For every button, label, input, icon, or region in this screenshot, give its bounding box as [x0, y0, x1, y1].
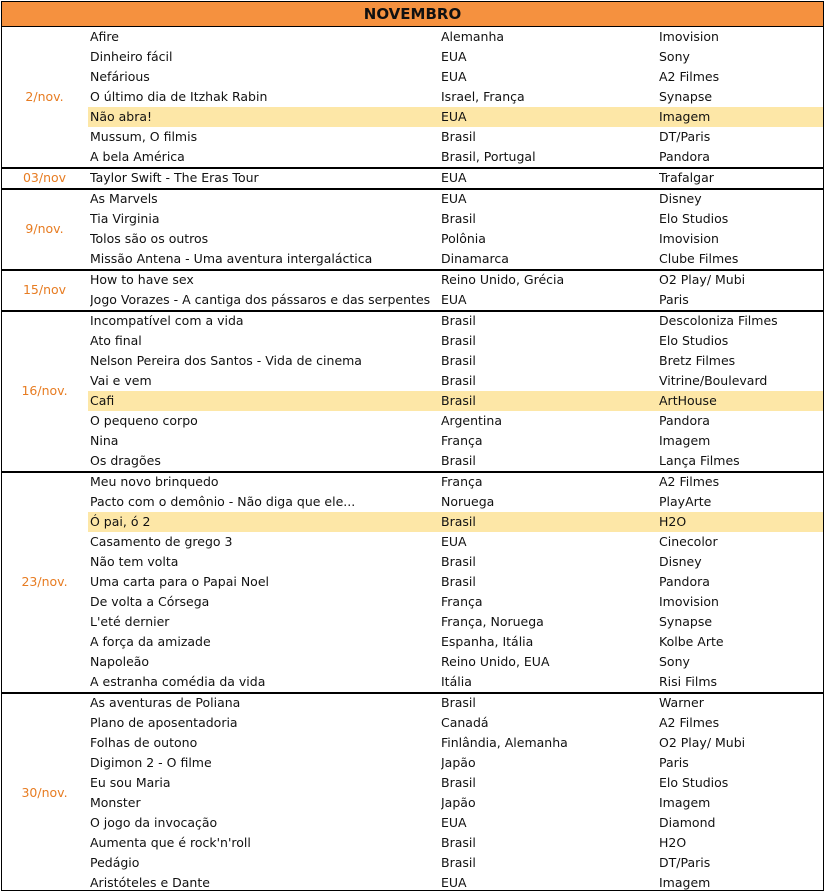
release-date: 16/nov.: [21, 383, 68, 398]
movie-title: Não abra!: [90, 109, 153, 124]
table-row: [88, 67, 824, 87]
movie-distributor: A2 Filmes: [659, 474, 720, 489]
movie-distributor: Synapse: [659, 614, 713, 629]
table-row: [88, 431, 824, 451]
group-separator: [1, 188, 824, 190]
group-separator: [1, 471, 824, 473]
movie-country: Brasil: [441, 855, 476, 870]
movie-title: Taylor Swift - The Eras Tour: [90, 170, 259, 185]
movie-title: Nina: [90, 433, 119, 448]
movie-country: Espanha, Itália: [441, 634, 534, 649]
movie-country: Brasil: [441, 775, 476, 790]
movie-distributor: Kolbe Arte: [659, 634, 724, 649]
table-row: [88, 833, 824, 853]
movie-country: Brasil: [441, 453, 476, 468]
movie-country: Brasil: [441, 353, 476, 368]
group-separator: [1, 310, 824, 312]
release-group: [1, 311, 824, 471]
movie-country: Brasil: [441, 333, 476, 348]
movie-distributor: DT/Paris: [659, 855, 711, 870]
movie-country: Noruega: [441, 494, 495, 509]
table-row: [88, 693, 824, 713]
movie-title: Jogo Vorazes - A cantiga dos pássaros e das serpentes: [90, 292, 431, 307]
movie-country: Brasil: [441, 313, 476, 328]
movie-title: Eu sou Maria: [90, 775, 171, 790]
movie-distributor: A2 Filmes: [659, 69, 720, 84]
movie-title: How to have sex: [90, 272, 194, 287]
movie-title: Uma carta para o Papai Noel: [90, 574, 269, 589]
table-row: [88, 371, 824, 391]
movie-title: Folhas de outono: [90, 735, 198, 750]
movie-title: A bela América: [90, 149, 185, 164]
movie-title: Aristóteles e Dante: [90, 875, 210, 890]
movie-title: Vai e vem: [90, 373, 152, 388]
movie-title: O pequeno corpo: [90, 413, 198, 428]
movie-country: EUA: [441, 815, 467, 830]
release-group: [1, 27, 824, 167]
movie-country: Brasil: [441, 695, 476, 710]
movie-distributor: Disney: [659, 191, 702, 206]
movie-country: EUA: [441, 69, 467, 84]
movie-distributor: Pandora: [659, 574, 710, 589]
movie-country: EUA: [441, 109, 467, 124]
movie-country: Brasil: [441, 393, 476, 408]
month-header: NOVEMBRO: [1, 1, 824, 27]
table-row: [88, 552, 824, 572]
table-row: [88, 612, 824, 632]
movie-title: A estranha comédia da vida: [90, 674, 266, 689]
movie-title: Digimon 2 - O filme: [90, 755, 212, 770]
release-date: 15/nov: [22, 282, 67, 297]
table-row: [88, 147, 824, 167]
movie-distributor: Vitrine/Boulevard: [659, 373, 768, 388]
movie-country: EUA: [441, 170, 467, 185]
movie-distributor: Imovision: [659, 231, 719, 246]
movie-title: Mussum, O filmis: [90, 129, 198, 144]
movie-distributor: Elo Studios: [659, 333, 729, 348]
movie-country: França: [441, 474, 483, 489]
movie-country: Reino Unido, EUA: [441, 654, 550, 669]
movie-country: EUA: [441, 534, 467, 549]
release-date: 23/nov.: [21, 574, 68, 589]
movie-title: Os dragões: [90, 453, 161, 468]
table-row: [88, 229, 824, 249]
table-row: [88, 411, 824, 431]
movie-title: Cafi: [90, 393, 115, 408]
movie-title: As Marvels: [90, 191, 158, 206]
movie-title: O último dia de Itzhak Rabin: [90, 89, 268, 104]
table-row: [88, 472, 824, 492]
movie-distributor: Paris: [659, 292, 689, 307]
movie-distributor: Synapse: [659, 89, 713, 104]
movie-country: Finlândia, Alemanha: [441, 735, 568, 750]
movie-title: Nefárious: [90, 69, 150, 84]
movie-country: Israel, França: [441, 89, 525, 104]
release-date: 9/nov.: [25, 221, 64, 236]
movie-distributor: DT/Paris: [659, 129, 711, 144]
movie-distributor: Paris: [659, 755, 689, 770]
table-row: [88, 249, 824, 269]
movie-distributor: Warner: [659, 695, 704, 710]
movie-distributor: Elo Studios: [659, 775, 729, 790]
movie-country: Canadá: [441, 715, 489, 730]
release-group: [1, 189, 824, 269]
table-row-highlighted: [88, 107, 824, 127]
movie-distributor: PlayArte: [659, 494, 712, 509]
movie-country: Brasil: [441, 574, 476, 589]
movie-country: Japão: [441, 755, 476, 770]
movie-title: Monster: [90, 795, 141, 810]
movie-title: Plano de aposentadoria: [90, 715, 238, 730]
table-row: [88, 209, 824, 229]
movie-distributor: Sony: [659, 49, 690, 64]
movie-country: Brasil, Portugal: [441, 149, 536, 164]
table-row: [88, 492, 824, 512]
table-row: [88, 127, 824, 147]
movie-distributor: O2 Play/ Mubi: [659, 272, 746, 287]
table-row: [88, 572, 824, 592]
table-row: [88, 813, 824, 833]
movie-country: Brasil: [441, 211, 476, 226]
movie-title: Dinheiro fácil: [90, 49, 173, 64]
table-row: [88, 592, 824, 612]
movie-country: Polônia: [441, 231, 486, 246]
group-separator: [1, 692, 824, 694]
movie-country: Itália: [441, 674, 472, 689]
movie-distributor: Sony: [659, 654, 690, 669]
movie-distributor: Imagem: [659, 109, 711, 124]
movie-title: Aumenta que é rock'n'roll: [90, 835, 251, 850]
movie-distributor: H2O: [659, 835, 687, 850]
table-row: [88, 713, 824, 733]
group-separator: [1, 167, 824, 169]
movie-country: França: [441, 594, 483, 609]
release-group: [1, 270, 824, 310]
movie-distributor: A2 Filmes: [659, 715, 720, 730]
table-row: [88, 652, 824, 672]
table-row: [88, 853, 824, 873]
movie-title: Não tem volta: [90, 554, 179, 569]
movie-title: Ato final: [90, 333, 142, 348]
movie-country: EUA: [441, 292, 467, 307]
movie-title: Pedágio: [90, 855, 140, 870]
table-row: [88, 753, 824, 773]
table-row: [88, 632, 824, 652]
movie-title: Tolos são os outros: [90, 231, 209, 246]
movie-country: EUA: [441, 875, 467, 890]
movie-title: Afire: [90, 29, 119, 44]
table-row: [88, 733, 824, 753]
movie-distributor: O2 Play/ Mubi: [659, 735, 746, 750]
movie-distributor: Imagem: [659, 875, 711, 890]
table-row-highlighted: [88, 391, 824, 411]
movie-distributor: ArtHouse: [659, 393, 717, 408]
table-row: [88, 270, 824, 290]
release-date: 30/nov.: [21, 785, 68, 800]
group-separator: [1, 269, 824, 271]
movie-country: Brasil: [441, 554, 476, 569]
table-row: [88, 168, 824, 188]
table-row: [88, 290, 824, 310]
table-row: [88, 793, 824, 813]
movie-title: Casamento de grego 3: [90, 534, 233, 549]
movie-distributor: H2O: [659, 514, 687, 529]
movie-title: Tia Virginia: [90, 211, 160, 226]
table-row: [88, 773, 824, 793]
movie-distributor: Bretz Filmes: [659, 353, 736, 368]
movie-country: Brasil: [441, 514, 476, 529]
table-row: [88, 873, 824, 893]
movie-country: EUA: [441, 191, 467, 206]
movie-title: Nelson Pereira dos Santos - Vida de cinema: [90, 353, 362, 368]
movie-country: Brasil: [441, 373, 476, 388]
table-row: [88, 87, 824, 107]
movie-country: EUA: [441, 49, 467, 64]
movie-title: As aventuras de Poliana: [90, 695, 241, 710]
release-group: [1, 472, 824, 692]
movie-distributor: Descoloniza Filmes: [659, 313, 778, 328]
release-date: 2/nov.: [25, 89, 64, 104]
table-row: [88, 27, 824, 47]
release-group: [1, 693, 824, 893]
movie-country: Brasil: [441, 129, 476, 144]
movie-title: A força da amizade: [90, 634, 211, 649]
movie-title: Incompatível com a vida: [90, 313, 244, 328]
movie-distributor: Elo Studios: [659, 211, 729, 226]
movie-distributor: Clube Filmes: [659, 251, 739, 266]
table-row: [88, 451, 824, 471]
movie-distributor: Lança Filmes: [659, 453, 740, 468]
movie-country: Japão: [441, 795, 476, 810]
movie-distributor: Imagem: [659, 795, 711, 810]
movie-country: Dinamarca: [441, 251, 509, 266]
release-date: 03/nov: [22, 170, 67, 185]
movie-title: Pacto com o demônio - Não diga que ele...: [90, 494, 356, 509]
movie-country: Argentina: [441, 413, 502, 428]
movie-distributor: Pandora: [659, 413, 710, 428]
table-row: [88, 47, 824, 67]
movie-title: Meu novo brinquedo: [90, 474, 219, 489]
movie-title: O jogo da invocação: [90, 815, 218, 830]
movie-distributor: Diamond: [659, 815, 716, 830]
table-row: [88, 311, 824, 331]
movie-country: Brasil: [441, 835, 476, 850]
movie-title: De volta a Córsega: [90, 594, 210, 609]
table-row: [88, 189, 824, 209]
movie-title: L'eté dernier: [90, 614, 170, 629]
movie-distributor: Risi Films: [659, 674, 718, 689]
movie-country: França, Noruega: [441, 614, 544, 629]
table-row: [88, 351, 824, 371]
movie-country: Reino Unido, Grécia: [441, 272, 565, 287]
table-row-highlighted: [88, 512, 824, 532]
movie-distributor: Cinecolor: [659, 534, 718, 549]
movie-distributor: Disney: [659, 554, 702, 569]
movie-distributor: Pandora: [659, 149, 710, 164]
movie-title: Napoleão: [90, 654, 150, 669]
table-row: [88, 331, 824, 351]
table-row: [88, 672, 824, 692]
movie-country: França: [441, 433, 483, 448]
movie-distributor: Imovision: [659, 29, 719, 44]
movie-distributor: Imagem: [659, 433, 711, 448]
movie-distributor: Trafalgar: [659, 170, 714, 185]
release-group: [1, 168, 824, 188]
movie-title: Missão Antena - Uma aventura intergaláctica: [90, 251, 373, 266]
movie-title: Ó pai, ó 2: [90, 514, 151, 529]
movie-country: Alemanha: [441, 29, 505, 44]
movie-distributor: Imovision: [659, 594, 719, 609]
table-row: [88, 532, 824, 552]
